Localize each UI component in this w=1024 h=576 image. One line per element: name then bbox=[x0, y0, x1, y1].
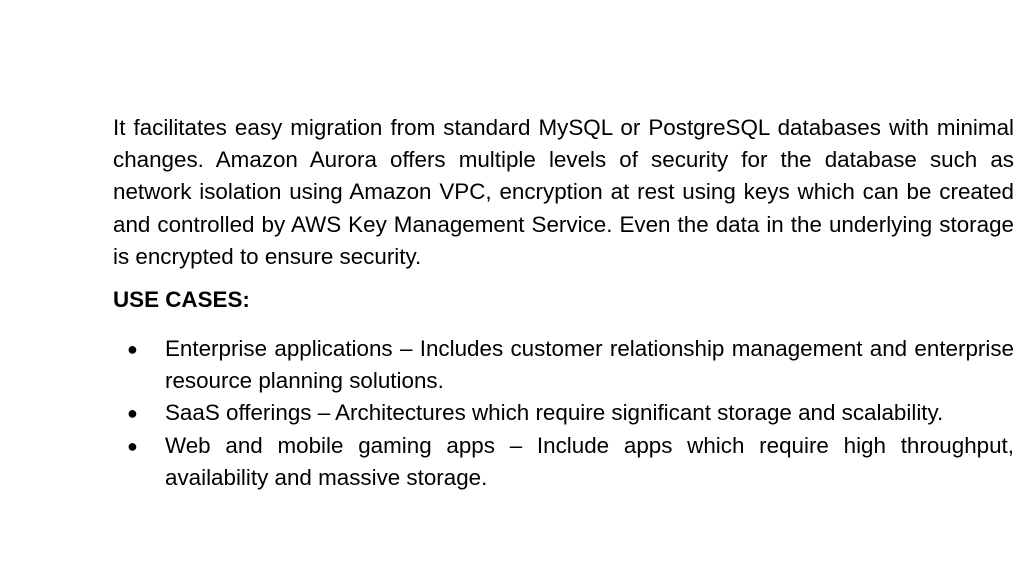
document-body bbox=[113, 112, 1014, 494]
intro-paragraph: It facilitates easy migration from standard MySQL or PostgreSQL databases with minimal changes. Amazon Aurora offers multiple levels of security for the database such as network isolation using Amazon VPC, encryption at rest using keys which can be created and controlled by AWS Key Management Service. Even the data in the underlying storage is encrypted to ensure security. bbox=[113, 115, 1014, 269]
bullet-icon: ● bbox=[127, 403, 138, 424]
list-item-text: Enterprise applications – Includes customer relationship management and enterprise resource planning solutions. bbox=[165, 336, 1014, 394]
list-item bbox=[113, 430, 1014, 494]
use-cases-heading: USE CASES: bbox=[113, 287, 250, 313]
list-item-text: Web and mobile gaming apps – Include apps which require high throughput, availability and massive storage. bbox=[165, 432, 1014, 490]
bullet-icon: ● bbox=[127, 339, 138, 360]
list-item-text: SaaS offerings – Architectures which require significant storage and scalability. bbox=[165, 400, 944, 426]
use-cases-list bbox=[113, 333, 1014, 494]
list-item bbox=[113, 397, 1014, 429]
bullet-icon: ● bbox=[127, 435, 138, 456]
list-item bbox=[113, 333, 1014, 397]
